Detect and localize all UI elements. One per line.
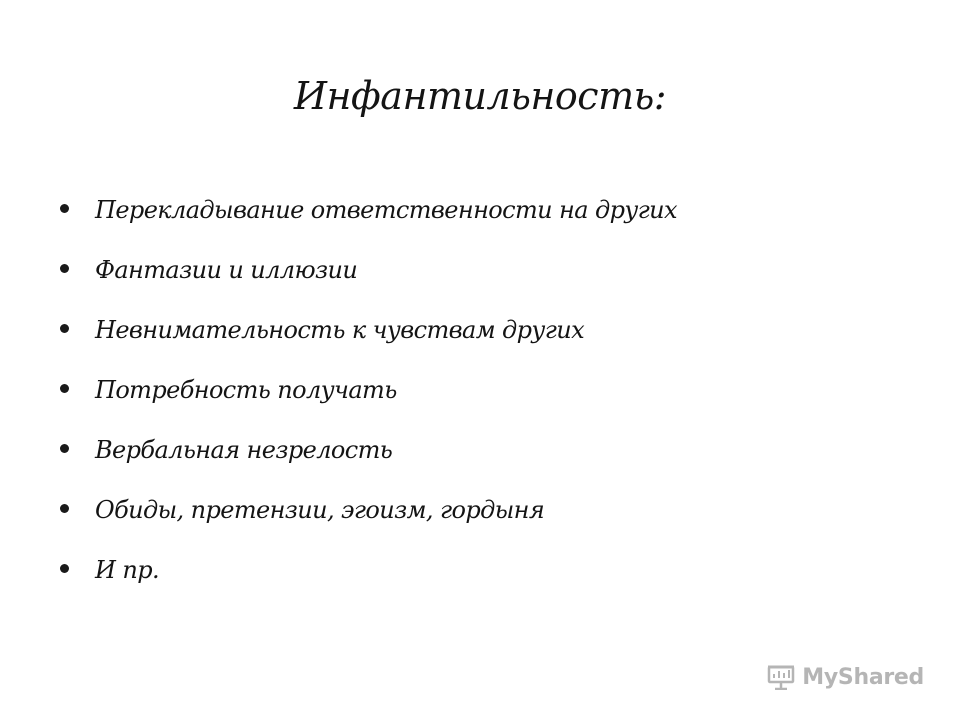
list-item	[60, 420, 910, 480]
bullet-icon	[60, 444, 69, 453]
bullet-icon	[60, 564, 69, 573]
bullet-icon	[60, 504, 69, 513]
slide-title: Инфантильность:	[293, 74, 667, 118]
bullet-list	[60, 180, 910, 600]
list-item	[60, 480, 910, 540]
list-item	[60, 300, 910, 360]
presentation-board-icon	[766, 664, 796, 690]
bullet-text: Вербальная незрелость	[95, 436, 393, 464]
bullet-icon	[60, 384, 69, 393]
list-item	[60, 540, 910, 600]
list-item	[60, 240, 910, 300]
watermark-text: MyShared	[802, 664, 924, 690]
bullet-text: Невнимательность к чувствам других	[95, 316, 585, 344]
list-item	[60, 360, 910, 420]
bullet-icon	[60, 204, 69, 213]
bullet-text: Перекладывание ответственности на других	[95, 196, 677, 224]
bullet-text: Потребность получать	[95, 376, 397, 404]
list-item	[60, 180, 910, 240]
watermark	[766, 664, 924, 690]
bullet-text: И пр.	[95, 556, 160, 584]
bullet-icon	[60, 264, 69, 273]
bullet-icon	[60, 324, 69, 333]
bullet-text: Фантазии и иллюзии	[95, 256, 358, 284]
bullet-text: Обиды, претензии, эгоизм, гордыня	[95, 496, 545, 524]
